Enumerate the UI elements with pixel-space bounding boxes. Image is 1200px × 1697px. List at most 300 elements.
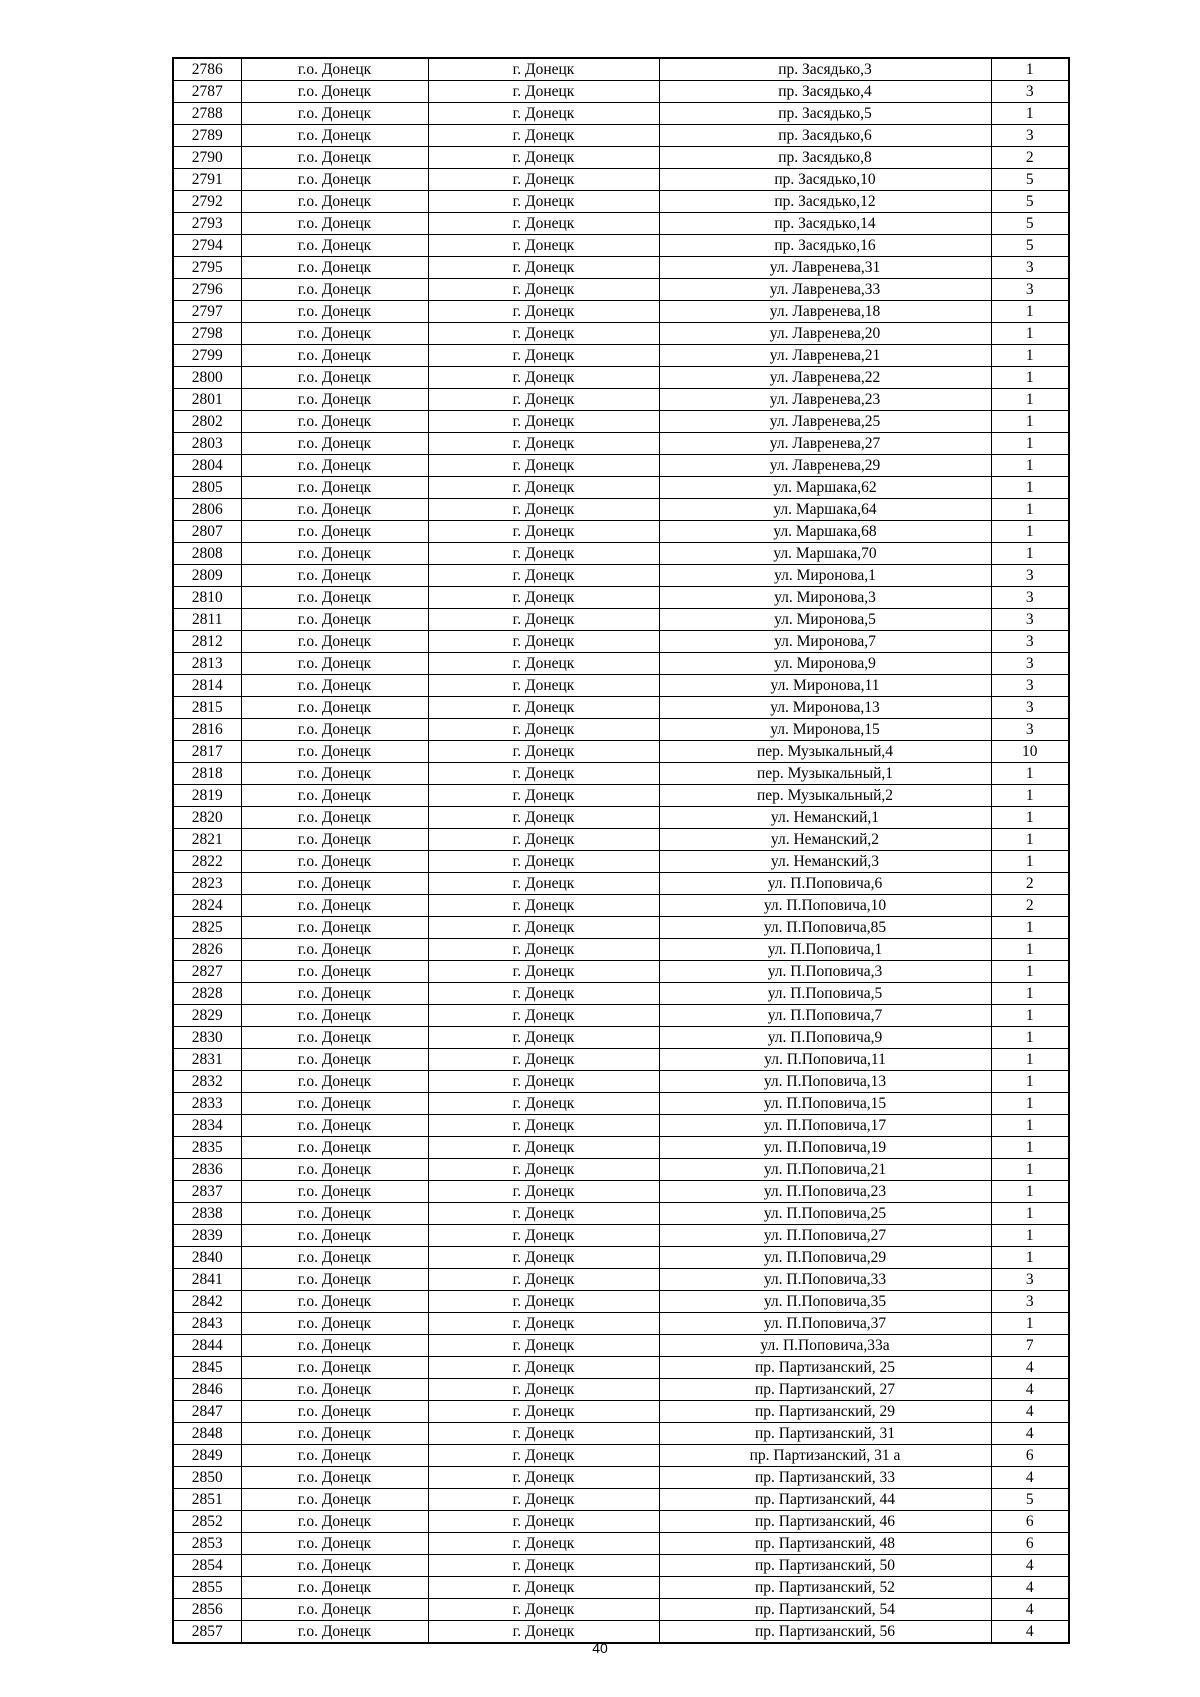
district-cell: г.о. Донецк (241, 1049, 428, 1071)
table-row (173, 653, 1069, 675)
district-cell: г.о. Донецк (241, 389, 428, 411)
city-cell: г. Донецк (428, 1203, 659, 1225)
count-cell: 6 (991, 1533, 1069, 1555)
table-row (173, 983, 1069, 1005)
address-cell: пр. Засядько,16 (659, 235, 991, 257)
district-cell: г.о. Донецк (241, 147, 428, 169)
district-cell: г.о. Донецк (241, 125, 428, 147)
address-cell: ул. Маршака,70 (659, 543, 991, 565)
district-cell: г.о. Донецк (241, 1269, 428, 1291)
city-cell: г. Донецк (428, 917, 659, 939)
address-cell: ул. Лавренева,33 (659, 279, 991, 301)
district-cell: г.о. Донецк (241, 741, 428, 763)
table-row (173, 213, 1069, 235)
table-row (173, 763, 1069, 785)
count-cell: 3 (991, 81, 1069, 103)
page-number: 40 (592, 1640, 608, 1656)
address-cell: пр. Партизанский, 29 (659, 1401, 991, 1423)
count-cell: 3 (991, 653, 1069, 675)
row-number-cell: 2836 (173, 1159, 241, 1181)
count-cell: 3 (991, 257, 1069, 279)
table-row (173, 169, 1069, 191)
count-cell: 3 (991, 631, 1069, 653)
count-cell: 5 (991, 213, 1069, 235)
row-number-cell: 2815 (173, 697, 241, 719)
city-cell: г. Донецк (428, 1049, 659, 1071)
table-row (173, 1159, 1069, 1181)
district-cell: г.о. Донецк (241, 301, 428, 323)
city-cell: г. Донецк (428, 1225, 659, 1247)
row-number-cell: 2820 (173, 807, 241, 829)
district-cell: г.о. Донецк (241, 675, 428, 697)
address-cell: пр. Засядько,14 (659, 213, 991, 235)
city-cell: г. Донецк (428, 895, 659, 917)
table-row (173, 675, 1069, 697)
row-number-cell: 2845 (173, 1357, 241, 1379)
table-row (173, 345, 1069, 367)
district-cell: г.о. Донецк (241, 433, 428, 455)
city-cell: г. Донецк (428, 455, 659, 477)
count-cell: 7 (991, 1335, 1069, 1357)
table-row (173, 477, 1069, 499)
address-cell: пр. Засядько,12 (659, 191, 991, 213)
count-cell: 1 (991, 103, 1069, 125)
city-cell: г. Донецк (428, 345, 659, 367)
city-cell: г. Донецк (428, 389, 659, 411)
row-number-cell: 2795 (173, 257, 241, 279)
district-cell: г.о. Донецк (241, 851, 428, 873)
count-cell: 3 (991, 1291, 1069, 1313)
count-cell: 1 (991, 1159, 1069, 1181)
address-cell: ул. Миронова,15 (659, 719, 991, 741)
table-row (173, 609, 1069, 631)
address-cell: ул. Неманский,2 (659, 829, 991, 851)
city-cell: г. Донецк (428, 1269, 659, 1291)
address-cell: ул. Лавренева,18 (659, 301, 991, 323)
count-cell: 1 (991, 389, 1069, 411)
city-cell: г. Донецк (428, 807, 659, 829)
row-number-cell: 2833 (173, 1093, 241, 1115)
table-row (173, 1357, 1069, 1379)
district-cell: г.о. Донецк (241, 1247, 428, 1269)
city-cell: г. Донецк (428, 1159, 659, 1181)
district-cell: г.о. Донецк (241, 1005, 428, 1027)
city-cell: г. Донецк (428, 763, 659, 785)
count-cell: 4 (991, 1621, 1069, 1644)
district-cell: г.о. Донецк (241, 1577, 428, 1599)
row-number-cell: 2802 (173, 411, 241, 433)
city-cell: г. Донецк (428, 741, 659, 763)
table-row (173, 411, 1069, 433)
row-number-cell: 2809 (173, 565, 241, 587)
table-row (173, 807, 1069, 829)
city-cell: г. Донецк (428, 169, 659, 191)
table-row (173, 1313, 1069, 1335)
count-cell: 2 (991, 873, 1069, 895)
count-cell: 5 (991, 235, 1069, 257)
row-number-cell: 2827 (173, 961, 241, 983)
row-number-cell: 2813 (173, 653, 241, 675)
table-row (173, 58, 1069, 81)
table-row (173, 1027, 1069, 1049)
count-cell: 5 (991, 191, 1069, 213)
table-row (173, 1555, 1069, 1577)
count-cell: 1 (991, 477, 1069, 499)
district-cell: г.о. Донецк (241, 411, 428, 433)
district-cell: г.о. Донецк (241, 1599, 428, 1621)
row-number-cell: 2794 (173, 235, 241, 257)
table-row (173, 1335, 1069, 1357)
address-cell: ул. Миронова,1 (659, 565, 991, 587)
row-number-cell: 2829 (173, 1005, 241, 1027)
count-cell: 1 (991, 1225, 1069, 1247)
table-row (173, 1379, 1069, 1401)
row-number-cell: 2789 (173, 125, 241, 147)
district-cell: г.о. Донецк (241, 763, 428, 785)
district-cell: г.о. Донецк (241, 58, 428, 81)
table-row (173, 1203, 1069, 1225)
district-cell: г.о. Донецк (241, 169, 428, 191)
table-row (173, 1599, 1069, 1621)
row-number-cell: 2814 (173, 675, 241, 697)
district-cell: г.о. Донецк (241, 829, 428, 851)
city-cell: г. Донецк (428, 631, 659, 653)
address-cell: ул. Миронова,13 (659, 697, 991, 719)
city-cell: г. Донецк (428, 829, 659, 851)
count-cell: 2 (991, 147, 1069, 169)
row-number-cell: 2790 (173, 147, 241, 169)
count-cell: 10 (991, 741, 1069, 763)
row-number-cell: 2824 (173, 895, 241, 917)
table-row (173, 103, 1069, 125)
district-cell: г.о. Донецк (241, 1225, 428, 1247)
count-cell: 3 (991, 697, 1069, 719)
row-number-cell: 2853 (173, 1533, 241, 1555)
district-cell: г.о. Донецк (241, 367, 428, 389)
address-cell: ул. Лавренева,29 (659, 455, 991, 477)
row-number-cell: 2808 (173, 543, 241, 565)
row-number-cell: 2843 (173, 1313, 241, 1335)
address-cell: ул. Лавренева,23 (659, 389, 991, 411)
row-number-cell: 2810 (173, 587, 241, 609)
row-number-cell: 2793 (173, 213, 241, 235)
row-number-cell: 2787 (173, 81, 241, 103)
district-cell: г.о. Донецк (241, 1621, 428, 1644)
address-cell: ул. Миронова,3 (659, 587, 991, 609)
district-cell: г.о. Донецк (241, 807, 428, 829)
city-cell: г. Донецк (428, 1093, 659, 1115)
row-number-cell: 2841 (173, 1269, 241, 1291)
district-cell: г.о. Донецк (241, 1467, 428, 1489)
district-cell: г.о. Донецк (241, 1379, 428, 1401)
address-cell: ул. П.Поповича,3 (659, 961, 991, 983)
address-cell: ул. П.Поповича,6 (659, 873, 991, 895)
city-cell: г. Донецк (428, 125, 659, 147)
row-number-cell: 2798 (173, 323, 241, 345)
address-cell: пр. Засядько,3 (659, 58, 991, 81)
table-row (173, 1005, 1069, 1027)
table-row (173, 1049, 1069, 1071)
table-row (173, 829, 1069, 851)
city-cell: г. Донецк (428, 1577, 659, 1599)
address-cell: пр. Партизанский, 25 (659, 1357, 991, 1379)
row-number-cell: 2803 (173, 433, 241, 455)
city-cell: г. Донецк (428, 1621, 659, 1644)
city-cell: г. Донецк (428, 1335, 659, 1357)
city-cell: г. Донецк (428, 103, 659, 125)
address-cell: ул. П.Поповича,25 (659, 1203, 991, 1225)
count-cell: 4 (991, 1599, 1069, 1621)
count-cell: 4 (991, 1379, 1069, 1401)
table-row (173, 1489, 1069, 1511)
city-cell: г. Донецк (428, 961, 659, 983)
city-cell: г. Донецк (428, 697, 659, 719)
address-cell: ул. Миронова,5 (659, 609, 991, 631)
table-row (173, 719, 1069, 741)
address-cell: ул. П.Поповича,11 (659, 1049, 991, 1071)
count-cell: 1 (991, 1137, 1069, 1159)
count-cell: 3 (991, 719, 1069, 741)
district-cell: г.о. Донецк (241, 1203, 428, 1225)
address-cell: ул. П.Поповича,23 (659, 1181, 991, 1203)
district-cell: г.о. Донецк (241, 631, 428, 653)
city-cell: г. Донецк (428, 301, 659, 323)
city-cell: г. Донецк (428, 1379, 659, 1401)
row-number-cell: 2804 (173, 455, 241, 477)
row-number-cell: 2822 (173, 851, 241, 873)
address-cell: ул. Маршака,68 (659, 521, 991, 543)
row-number-cell: 2848 (173, 1423, 241, 1445)
address-cell: пр. Партизанский, 54 (659, 1599, 991, 1621)
table-row (173, 1071, 1069, 1093)
row-number-cell: 2851 (173, 1489, 241, 1511)
table-row (173, 785, 1069, 807)
count-cell: 4 (991, 1467, 1069, 1489)
district-cell: г.о. Донецк (241, 345, 428, 367)
row-number-cell: 2788 (173, 103, 241, 125)
address-cell: ул. П.Поповича,7 (659, 1005, 991, 1027)
address-cell: ул. Лавренева,31 (659, 257, 991, 279)
district-cell: г.о. Донецк (241, 103, 428, 125)
table-row (173, 1093, 1069, 1115)
city-cell: г. Донецк (428, 543, 659, 565)
district-cell: г.о. Донецк (241, 587, 428, 609)
address-cell: ул. Маршака,64 (659, 499, 991, 521)
address-cell: пр. Партизанский, 31 (659, 1423, 991, 1445)
table-row (173, 1511, 1069, 1533)
count-cell: 3 (991, 279, 1069, 301)
district-cell: г.о. Донецк (241, 521, 428, 543)
city-cell: г. Донецк (428, 58, 659, 81)
district-cell: г.о. Донецк (241, 1357, 428, 1379)
table-row (173, 1181, 1069, 1203)
row-number-cell: 2796 (173, 279, 241, 301)
district-cell: г.о. Донецк (241, 1093, 428, 1115)
row-number-cell: 2838 (173, 1203, 241, 1225)
row-number-cell: 2857 (173, 1621, 241, 1644)
row-number-cell: 2835 (173, 1137, 241, 1159)
address-cell: ул. Неманский,3 (659, 851, 991, 873)
count-cell: 1 (991, 499, 1069, 521)
table-row (173, 147, 1069, 169)
count-cell: 1 (991, 939, 1069, 961)
address-cell: ул. П.Поповича,33 (659, 1269, 991, 1291)
address-cell: ул. П.Поповича,21 (659, 1159, 991, 1181)
table-row (173, 1467, 1069, 1489)
district-cell: г.о. Донецк (241, 1401, 428, 1423)
row-number-cell: 2831 (173, 1049, 241, 1071)
address-cell: ул. Миронова,11 (659, 675, 991, 697)
table-row (173, 455, 1069, 477)
district-cell: г.о. Донецк (241, 1313, 428, 1335)
count-cell: 1 (991, 433, 1069, 455)
district-cell: г.о. Донецк (241, 565, 428, 587)
count-cell: 4 (991, 1423, 1069, 1445)
count-cell: 1 (991, 521, 1069, 543)
city-cell: г. Донецк (428, 1005, 659, 1027)
city-cell: г. Донецк (428, 367, 659, 389)
count-cell: 1 (991, 1313, 1069, 1335)
city-cell: г. Донецк (428, 213, 659, 235)
count-cell: 1 (991, 455, 1069, 477)
table-row (173, 1115, 1069, 1137)
count-cell: 1 (991, 807, 1069, 829)
row-number-cell: 2840 (173, 1247, 241, 1269)
table-row (173, 587, 1069, 609)
count-cell: 1 (991, 1247, 1069, 1269)
row-number-cell: 2830 (173, 1027, 241, 1049)
address-cell: ул. Лавренева,22 (659, 367, 991, 389)
address-cell: ул. Миронова,7 (659, 631, 991, 653)
address-cell: пр. Засядько,5 (659, 103, 991, 125)
address-cell: ул. П.Поповича,9 (659, 1027, 991, 1049)
district-cell: г.о. Донецк (241, 279, 428, 301)
row-number-cell: 2852 (173, 1511, 241, 1533)
district-cell: г.о. Донецк (241, 961, 428, 983)
count-cell: 1 (991, 983, 1069, 1005)
row-number-cell: 2837 (173, 1181, 241, 1203)
table-row (173, 81, 1069, 103)
district-cell: г.о. Донецк (241, 1511, 428, 1533)
row-number-cell: 2821 (173, 829, 241, 851)
table-row (173, 917, 1069, 939)
count-cell: 1 (991, 345, 1069, 367)
city-cell: г. Донецк (428, 1247, 659, 1269)
row-number-cell: 2834 (173, 1115, 241, 1137)
city-cell: г. Донецк (428, 147, 659, 169)
row-number-cell: 2816 (173, 719, 241, 741)
city-cell: г. Донецк (428, 565, 659, 587)
district-cell: г.о. Донецк (241, 939, 428, 961)
district-cell: г.о. Донецк (241, 697, 428, 719)
row-number-cell: 2811 (173, 609, 241, 631)
city-cell: г. Донецк (428, 1401, 659, 1423)
row-number-cell: 2842 (173, 1291, 241, 1313)
row-number-cell: 2832 (173, 1071, 241, 1093)
city-cell: г. Донецк (428, 477, 659, 499)
district-cell: г.о. Донецк (241, 719, 428, 741)
table-row (173, 697, 1069, 719)
row-number-cell: 2839 (173, 1225, 241, 1247)
address-cell: ул. П.Поповича,35 (659, 1291, 991, 1313)
address-cell: пр. Партизанский, 33 (659, 1467, 991, 1489)
district-cell: г.о. Донецк (241, 1027, 428, 1049)
district-cell: г.о. Донецк (241, 499, 428, 521)
address-cell: ул. Неманский,1 (659, 807, 991, 829)
district-cell: г.о. Донецк (241, 1489, 428, 1511)
district-cell: г.о. Донецк (241, 1115, 428, 1137)
address-cell: пер. Музыкальный,4 (659, 741, 991, 763)
address-cell: ул. Лавренева,27 (659, 433, 991, 455)
row-number-cell: 2817 (173, 741, 241, 763)
city-cell: г. Донецк (428, 1489, 659, 1511)
address-cell: пр. Засядько,6 (659, 125, 991, 147)
city-cell: г. Донецк (428, 1313, 659, 1335)
count-cell: 1 (991, 1071, 1069, 1093)
district-cell: г.о. Донецк (241, 257, 428, 279)
table-row (173, 741, 1069, 763)
district-cell: г.о. Донецк (241, 1181, 428, 1203)
row-number-cell: 2846 (173, 1379, 241, 1401)
count-cell: 1 (991, 58, 1069, 81)
city-cell: г. Донецк (428, 1533, 659, 1555)
city-cell: г. Донецк (428, 1071, 659, 1093)
count-cell: 4 (991, 1401, 1069, 1423)
district-cell: г.о. Донецк (241, 917, 428, 939)
table-row (173, 1577, 1069, 1599)
table-row (173, 279, 1069, 301)
city-cell: г. Донецк (428, 873, 659, 895)
table-row (173, 1225, 1069, 1247)
address-cell: ул. Лавренева,21 (659, 345, 991, 367)
table-row (173, 631, 1069, 653)
row-number-cell: 2800 (173, 367, 241, 389)
table-row (173, 301, 1069, 323)
count-cell: 2 (991, 895, 1069, 917)
district-cell: г.о. Донецк (241, 609, 428, 631)
count-cell: 3 (991, 675, 1069, 697)
table-row (173, 1291, 1069, 1313)
district-cell: г.о. Донецк (241, 1335, 428, 1357)
address-cell: ул. П.Поповича,15 (659, 1093, 991, 1115)
city-cell: г. Донецк (428, 1027, 659, 1049)
row-number-cell: 2807 (173, 521, 241, 543)
row-number-cell: 2826 (173, 939, 241, 961)
table-row (173, 1445, 1069, 1467)
row-number-cell: 2805 (173, 477, 241, 499)
address-cell: ул. П.Поповича,5 (659, 983, 991, 1005)
district-cell: г.о. Донецк (241, 235, 428, 257)
address-cell: ул. Маршака,62 (659, 477, 991, 499)
address-cell: пр. Партизанский, 31 а (659, 1445, 991, 1467)
row-number-cell: 2812 (173, 631, 241, 653)
city-cell: г. Донецк (428, 851, 659, 873)
city-cell: г. Донецк (428, 499, 659, 521)
city-cell: г. Донецк (428, 1445, 659, 1467)
address-cell: ул. П.Поповича,27 (659, 1225, 991, 1247)
row-number-cell: 2855 (173, 1577, 241, 1599)
city-cell: г. Донецк (428, 323, 659, 345)
table-row (173, 521, 1069, 543)
count-cell: 1 (991, 543, 1069, 565)
address-cell: пр. Партизанский, 27 (659, 1379, 991, 1401)
city-cell: г. Донецк (428, 81, 659, 103)
district-cell: г.о. Донецк (241, 323, 428, 345)
address-cell: ул. П.Поповича,37 (659, 1313, 991, 1335)
address-table-body (173, 58, 1069, 1643)
count-cell: 1 (991, 411, 1069, 433)
table-row (173, 543, 1069, 565)
